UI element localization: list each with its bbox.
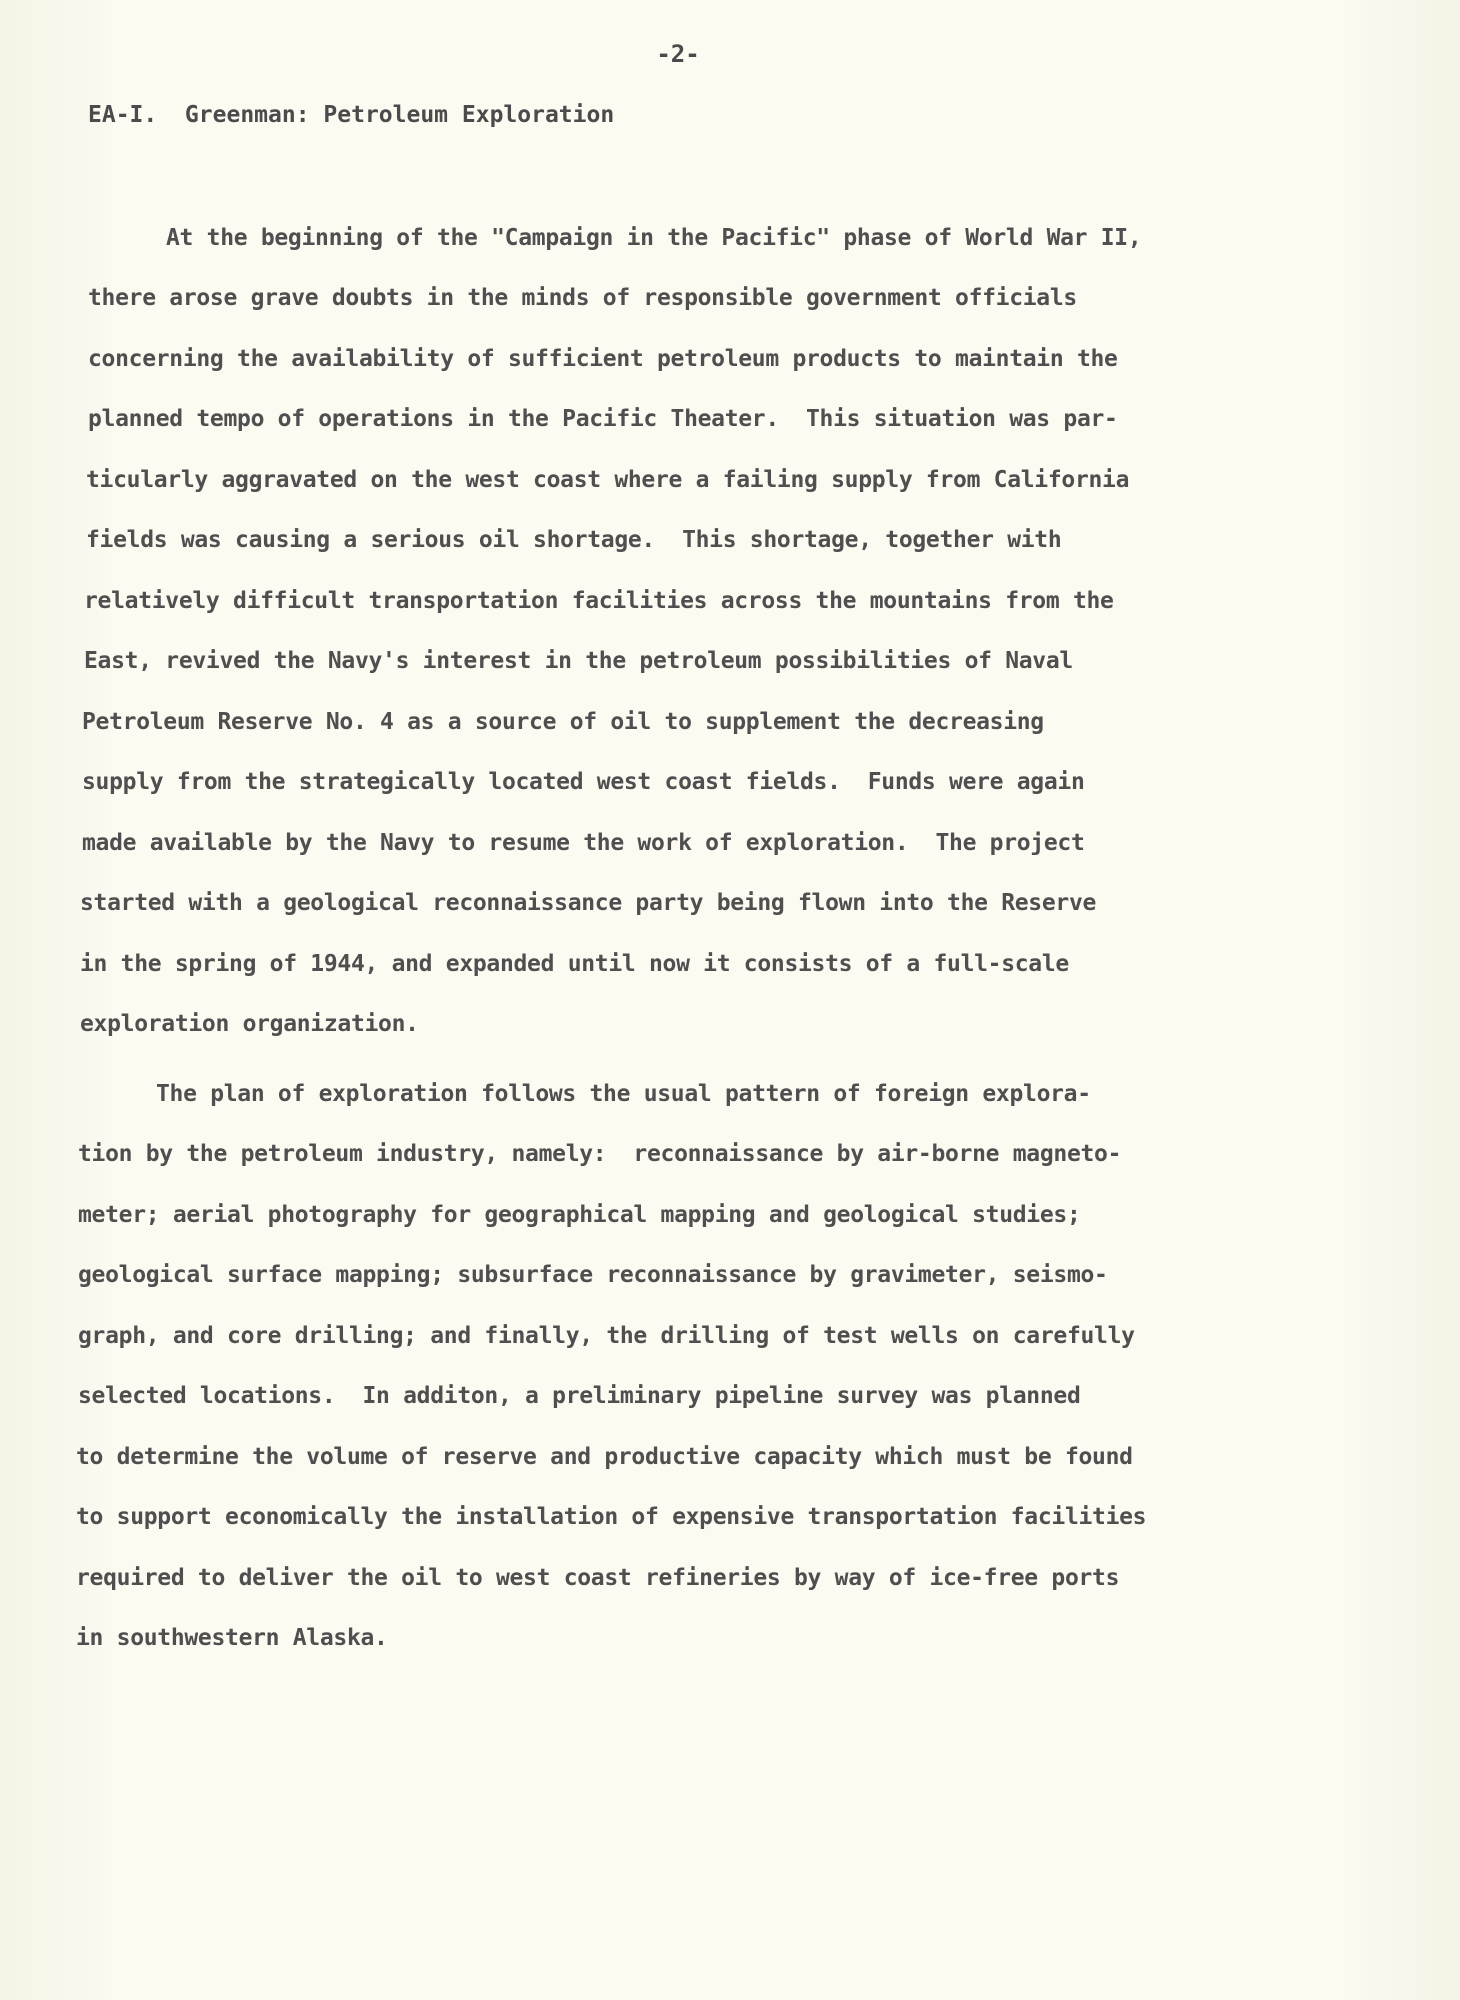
section-heading: EA-I. Greenman: Petroleum Exploration [88,102,615,128]
paragraph-line: meter; aerial photography for geographical mapping and geological studies; [78,1202,1081,1228]
paragraph-line: The plan of exploration follows the usual pattern of foreign explora- [156,1081,1091,1107]
paragraph-line: required to deliver the oil to west coast refineries by way of ice-free ports [76,1565,1120,1591]
paragraph-line: graph, and core drilling; and finally, the drilling of test wells on carefully [78,1323,1135,1349]
paragraph-line: to determine the volume of reserve and productive capacity which must be found [76,1444,1133,1470]
paragraph-line: started with a geological reconnaissance party being flown into the Reserve [80,890,1097,916]
paragraph-line: selected locations. In additon, a preliminary pipeline survey was planned [78,1383,1081,1409]
paragraph-line: in the spring of 1944, and expanded until now it consists of a full-scale [80,951,1069,977]
paragraph-line: geological surface mapping; subsurface reconnaissance by gravimeter, seismo- [78,1262,1108,1288]
paragraph-line: exploration organization. [80,1011,419,1037]
paragraph-line: planned tempo of operations in the Pacific Theater. This situation was par- [88,406,1118,432]
paragraph-line: made available by the Navy to resume the work of exploration. The project [82,830,1085,856]
paragraph-line: to support economically the installation of expensive transportation facilities [76,1504,1147,1530]
paragraph-line: supply from the strategically located west coast fields. Funds were again [82,769,1085,795]
paragraph-line: Petroleum Reserve No. 4 as a source of oil to supplement the decreasing [82,709,1044,735]
paragraph-line: East, revived the Navy's interest in the petroleum possibilities of Naval [84,648,1073,674]
paragraph-line: tion by the petroleum industry, namely: reconnaissance by air-borne magneto- [78,1141,1122,1167]
paragraph-line: relatively difficult transportation facilities across the mountains from the [84,588,1114,614]
paragraph-line: At the beginning of the "Campaign in the Pacific" phase of World War II, [166,225,1142,251]
paragraph-line: in southwestern Alaska. [76,1625,388,1651]
paragraph-line: fields was causing a serious oil shortage. This shortage, together with [86,527,1062,553]
paragraph-line: concerning the availability of sufficient petroleum products to maintain the [88,346,1118,372]
paragraph-line: ticularly aggravated on the west coast where a failing supply from California [86,467,1130,493]
paragraph-line: there arose grave doubts in the minds of responsible government officials [88,285,1077,311]
page-number: -2- [656,40,700,68]
